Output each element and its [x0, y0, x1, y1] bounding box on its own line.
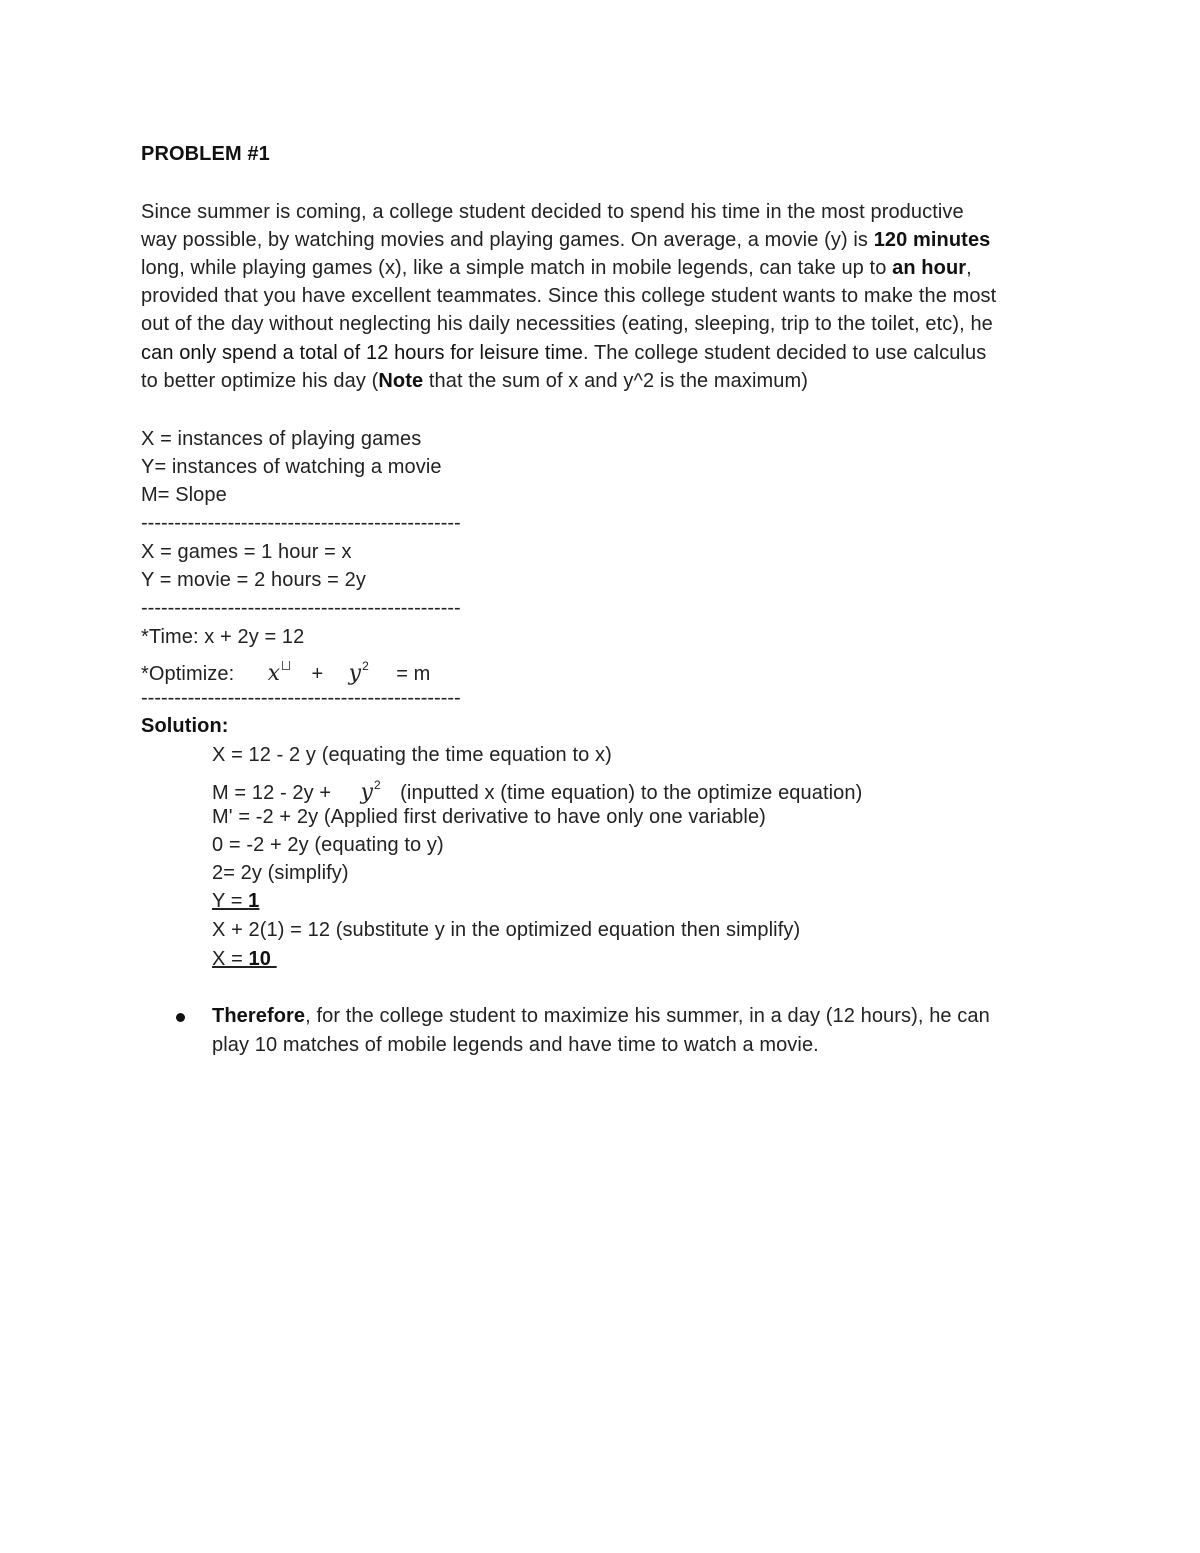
time-equation: *Time: x + 2y = 12 — [141, 626, 305, 648]
intro-text-leisure: can only spend a total of 12 hours for leisure time — [141, 342, 584, 364]
intro-text: long, while playing games (x), like a simple match in mobile legends, can take up to — [141, 257, 893, 279]
intro-text: way possible, by watching movies and playing games. On average, a movie (y) is — [141, 229, 874, 251]
intro-bold-120-minutes: 120 minutes — [873, 229, 991, 251]
step-2-text: (inputted x (time equation) to the optimize equation) — [400, 782, 863, 804]
separator-line: ------------------------------------------------ — [141, 597, 461, 619]
optimize-plus: + — [311, 663, 324, 685]
solution-step-5: 2= 2y (simplify) — [212, 862, 349, 884]
solution-result-y — [212, 887, 259, 915]
definition-m: M= Slope — [141, 484, 227, 506]
separator-line: ------------------------------------------------ — [141, 687, 461, 709]
intro-line-3 — [141, 254, 972, 282]
optimize-y-exponent: 2 — [362, 659, 369, 673]
optimize-label: *Optimize: — [141, 663, 235, 685]
intro-line-2 — [141, 226, 990, 254]
intro-bold-an-hour: an hour — [892, 257, 967, 279]
solution-step-7: X + 2(1) = 12 (substitute y in the optimized equation then simplify) — [212, 919, 801, 941]
step-2-y-var: y — [360, 780, 374, 805]
conclusion-line-2: play 10 matches of mobile legends and have time to watch a movie. — [212, 1034, 819, 1056]
bullet-icon — [176, 1013, 185, 1022]
solution-result-x — [212, 945, 277, 973]
definition-x: X = instances of playing games — [141, 428, 422, 450]
intro-line-5 — [141, 310, 993, 338]
intro-text: , — [966, 257, 972, 279]
result-x-value: 10 — [248, 948, 271, 970]
intro-text: that the sum of x and y^2 is the maximum) — [423, 370, 809, 392]
solution-label: Solution: — [141, 715, 229, 737]
optimize-x-var: x — [267, 661, 281, 686]
step-2-y-exponent: 2 — [374, 778, 381, 792]
intro-text: to better optimize his day ( — [141, 370, 379, 392]
intro-line-6 — [141, 339, 986, 367]
solution-step-3: M' = -2 + 2y (Applied first derivative to have only one variable) — [212, 806, 766, 828]
conclusion-line-1 — [212, 1002, 990, 1030]
problem-title: PROBLEM #1 — [141, 143, 270, 165]
solution-step-2 — [212, 771, 862, 807]
intro-bold-note: Note — [378, 370, 424, 392]
result-y-value: 1 — [248, 890, 260, 912]
result-x-trailing-space — [271, 948, 277, 970]
intro-line-4 — [141, 282, 996, 310]
conclusion-text: , for the college student to maximize his summer, in a day (12 hours), he can — [305, 1005, 990, 1027]
equation-games: X = games = 1 hour = x — [141, 541, 352, 563]
optimize-y-var: y — [348, 661, 362, 686]
missing-exponent-glyph — [282, 661, 290, 670]
step-2-text: M = 12 - 2y + — [212, 782, 332, 804]
conclusion-bold-therefore: Therefore — [212, 1005, 306, 1027]
result-y-label: Y = — [212, 890, 249, 912]
definition-y: Y= instances of watching a movie — [141, 456, 442, 478]
intro-text: provided that you have excellent teammates. Since this college student wants to make the most — [141, 285, 997, 307]
optimize-equation — [141, 652, 430, 688]
intro-line-1 — [141, 198, 964, 226]
equation-movie: Y = movie = 2 hours = 2y — [141, 569, 366, 591]
solution-step-1: X = 12 - 2 y (equating the time equation to x) — [212, 744, 612, 766]
intro-text: . The college student decided to use calculus — [583, 342, 987, 364]
optimize-rhs: = m — [396, 663, 431, 685]
intro-text: Since summer is coming, a college student decided to spend his time in the most productive — [141, 201, 964, 223]
result-x-label: X = — [212, 948, 249, 970]
separator-line: ------------------------------------------------ — [141, 512, 461, 534]
intro-text: out of the day without neglecting his daily necessities (eating, sleeping, trip to the toilet, etc), he — [141, 313, 993, 335]
solution-step-4: 0 = -2 + 2y (equating to y) — [212, 834, 444, 856]
intro-line-7 — [141, 367, 808, 395]
